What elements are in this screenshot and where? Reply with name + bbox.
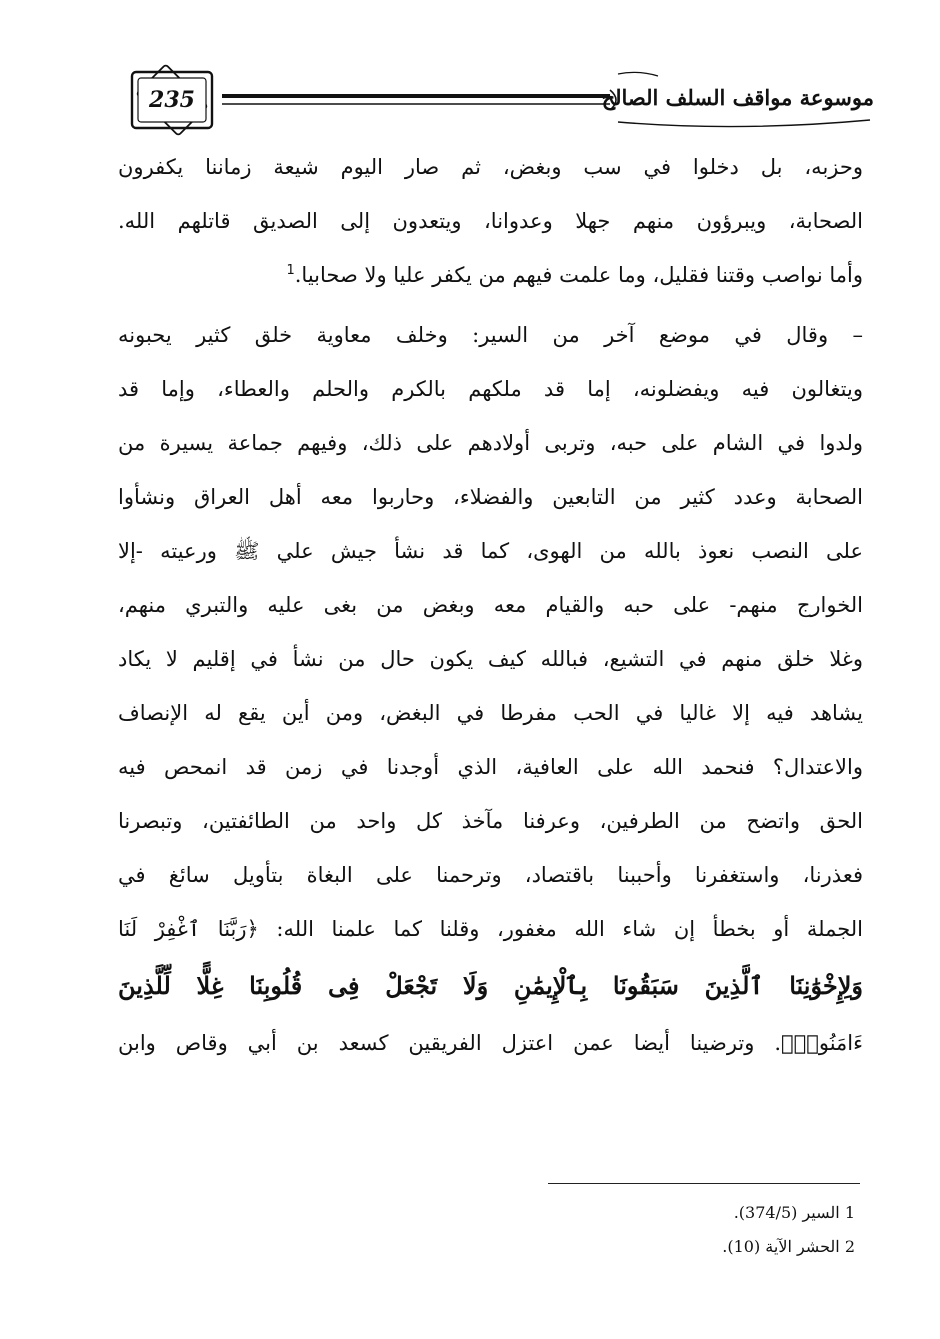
text-line — [118, 848, 863, 902]
text-line — [118, 524, 863, 578]
text-line-content: الجملة أو بخطأ إن شاء الله مغفور، وقلنا كما علمنا الله: ﴿رَبَّنَا ٱغْفِرْ لَنَا — [118, 917, 863, 941]
text-line — [118, 902, 863, 956]
text-line — [118, 194, 863, 248]
text-line-content: وغلا خلق منهم في التشيع، فبالله كيف يكون حال من نشأ في إقليم لا يكاد — [118, 647, 863, 671]
text-line-content: يشاهد فيه إلا غاليا في الحب مفرطا في البغض، ومن أين يقع له الإنصاف — [118, 701, 863, 725]
text-line-content: الصحابة، ويبرؤون منهم جهلا وعدوانا، ويتعدون إلى الصديق قاتلهم الله. — [118, 209, 863, 233]
page-header — [118, 60, 878, 140]
footnote-2: 2 الحشر الآية (10). — [722, 1237, 855, 1256]
footnote-separator — [548, 1183, 860, 1184]
footnote-1: 1 السير (374/5). — [733, 1203, 855, 1222]
text-line — [118, 578, 863, 632]
text-line-content: الصحابة وعدد كثير من التابعين والفضلاء، وحاربوا معه أهل العراق ونشأوا — [118, 485, 863, 509]
text-line-content: – وقال في موضع آخر من السير: وخلف معاوية خلق كثير يحبونه — [118, 323, 863, 347]
text-line — [118, 362, 863, 416]
text-line-content: الحق واتضح من الطرفين، وعرفنا مآخذ كل واحد من الطائفتين، وتبصرنا — [118, 809, 863, 833]
text-line — [118, 632, 863, 686]
text-line — [118, 140, 863, 194]
text-line-content: على النصب نعوذ بالله من الهوى، كما قد نشأ جيش علي ﷺ ورعيته -إلا — [118, 539, 863, 563]
book-title: موسوعة مواقف السلف الصالح — [601, 85, 874, 110]
text-line-content: ءَامَنُوا۟﴾. وترضينا أيضا عمن اعتزل الفريقين كسعد بن أبي وقاص وابن — [118, 1031, 863, 1055]
text-line — [118, 686, 863, 740]
text-line-content: فعذرنا، واستغفرنا وأحببنا باقتصاد، وترحمنا على البغاة بتأويل سائغ في — [118, 863, 863, 887]
text-line — [118, 470, 863, 524]
footnotes — [500, 1196, 855, 1264]
text-line — [118, 794, 863, 848]
text-line-content: وأما نواصب وقتنا فقليل، وما علمت فيهم من يكفر عليا ولا صحابيا. — [294, 263, 863, 287]
text-line — [118, 248, 863, 302]
footnote-ref-1: 1 — [286, 263, 295, 278]
text-line-content: وحزبه، بل دخلوا في سب وبغض، ثم صار اليوم شيعة زماننا يكفرون — [118, 155, 863, 179]
text-line-content: الخوارج منهم- على حبه والقيام معه وبغض من بغى عليه والتبري منهم، — [118, 593, 863, 617]
text-line-content: ولدوا في الشام على حبه، وتربى أولادهم على ذلك، وفيهم جماعة يسيرة من — [118, 431, 863, 455]
text-line — [118, 416, 863, 470]
body-text — [118, 140, 863, 1070]
text-line-content: وَلِإِخْوَٰنِنَا ٱلَّذِينَ سَبَقُونَا بِٱلْإِيمَٰنِ وَلَا تَجْعَلْ فِى قُلُوبِنَا غِلًّا لِّلَّذِينَ — [118, 971, 863, 1000]
text-line — [118, 740, 863, 794]
text-line — [118, 1016, 863, 1070]
page-number: 235 — [149, 87, 195, 113]
quran-verse-line — [118, 956, 863, 1016]
text-line-content: ويتغالون فيه ويفضلونه، إما قد ملكهم بالكرم والحلم والعطاء، وإما قد — [118, 377, 863, 401]
text-line-content: والاعتدال؟ فنحمد الله على العافية، الذي أوجدنا في زمن قد انمحص فيه — [118, 755, 863, 779]
text-line — [118, 308, 863, 362]
